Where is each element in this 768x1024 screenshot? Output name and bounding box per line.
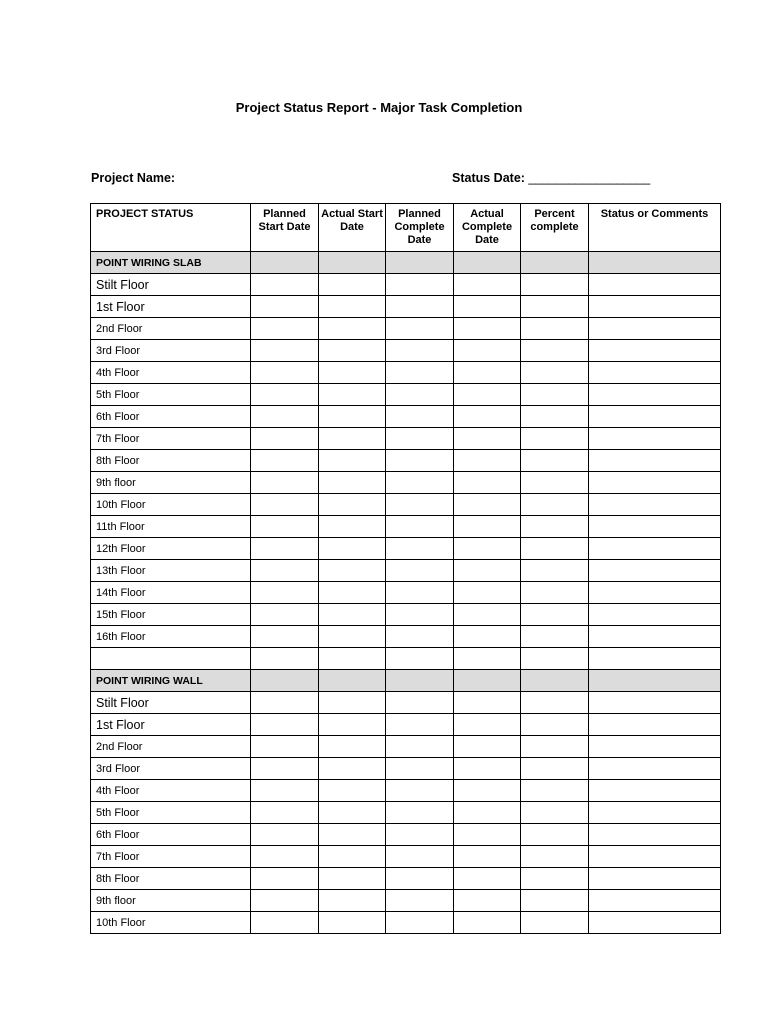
percent-complete-cell (521, 714, 589, 736)
status-comments-cell (589, 274, 721, 296)
actual-start-cell (319, 450, 386, 472)
planned-start-cell (251, 824, 319, 846)
percent-complete-cell (521, 670, 589, 692)
status-comments-cell (589, 780, 721, 802)
actual-start-cell (319, 802, 386, 824)
row-label: 8th Floor (91, 450, 251, 472)
planned-start-cell (251, 846, 319, 868)
col-header-percent-complete: Percent complete (521, 204, 589, 252)
actual-complete-cell (454, 802, 521, 824)
actual-start-cell (319, 252, 386, 274)
table-row (91, 648, 721, 670)
percent-complete-cell (521, 450, 589, 472)
actual-start-cell (319, 714, 386, 736)
table-row (91, 560, 721, 582)
status-comments-cell (589, 384, 721, 406)
row-label: 5th Floor (91, 802, 251, 824)
row-label: 7th Floor (91, 428, 251, 450)
planned-start-cell (251, 648, 319, 670)
status-comments-cell (589, 318, 721, 340)
status-comments-cell (589, 648, 721, 670)
planned-start-cell (251, 890, 319, 912)
status-comments-cell (589, 516, 721, 538)
status-comments-cell (589, 758, 721, 780)
actual-complete-cell (454, 824, 521, 846)
planned-complete-cell (386, 450, 454, 472)
planned-start-cell (251, 362, 319, 384)
actual-start-cell (319, 296, 386, 318)
status-comments-cell (589, 560, 721, 582)
actual-start-cell (319, 538, 386, 560)
planned-complete-cell (386, 912, 454, 934)
row-label: 14th Floor (91, 582, 251, 604)
status-comments-cell (589, 670, 721, 692)
status-comments-cell (589, 450, 721, 472)
percent-complete-cell (521, 868, 589, 890)
table-row (91, 428, 721, 450)
planned-start-cell (251, 450, 319, 472)
status-comments-cell (589, 912, 721, 934)
status-comments-cell (589, 494, 721, 516)
percent-complete-cell (521, 692, 589, 714)
planned-start-cell (251, 428, 319, 450)
row-label: 12th Floor (91, 538, 251, 560)
percent-complete-cell (521, 472, 589, 494)
percent-complete-cell (521, 274, 589, 296)
row-label: 13th Floor (91, 560, 251, 582)
percent-complete-cell (521, 582, 589, 604)
row-label: 3rd Floor (91, 340, 251, 362)
percent-complete-cell (521, 890, 589, 912)
actual-complete-cell (454, 296, 521, 318)
table-row (91, 494, 721, 516)
percent-complete-cell (521, 384, 589, 406)
planned-start-cell (251, 560, 319, 582)
actual-complete-cell (454, 538, 521, 560)
percent-complete-cell (521, 340, 589, 362)
table-row (91, 890, 721, 912)
row-label: 2nd Floor (91, 736, 251, 758)
actual-complete-cell (454, 472, 521, 494)
actual-start-cell (319, 890, 386, 912)
row-label: 3rd Floor (91, 758, 251, 780)
actual-complete-cell (454, 340, 521, 362)
status-comments-cell (589, 538, 721, 560)
status-comments-cell (589, 296, 721, 318)
planned-complete-cell (386, 406, 454, 428)
percent-complete-cell (521, 846, 589, 868)
status-comments-cell (589, 340, 721, 362)
actual-complete-cell (454, 868, 521, 890)
section-row (91, 670, 721, 692)
percent-complete-cell (521, 362, 589, 384)
col-header-planned-complete: Planned Complete Date (386, 204, 454, 252)
planned-start-cell (251, 340, 319, 362)
table-row (91, 340, 721, 362)
table-row (91, 780, 721, 802)
table-row (91, 296, 721, 318)
actual-start-cell (319, 274, 386, 296)
planned-complete-cell (386, 626, 454, 648)
row-label: 7th Floor (91, 846, 251, 868)
planned-complete-cell (386, 340, 454, 362)
planned-complete-cell (386, 758, 454, 780)
status-comments-cell (589, 736, 721, 758)
actual-start-cell (319, 670, 386, 692)
row-label: 6th Floor (91, 824, 251, 846)
actual-complete-cell (454, 846, 521, 868)
table-row (91, 362, 721, 384)
status-comments-cell (589, 252, 721, 274)
actual-complete-cell (454, 428, 521, 450)
status-comments-cell (589, 362, 721, 384)
actual-start-cell (319, 362, 386, 384)
section-label: POINT WIRING WALL (91, 670, 251, 692)
planned-start-cell (251, 758, 319, 780)
planned-complete-cell (386, 824, 454, 846)
status-comments-cell (589, 846, 721, 868)
actual-complete-cell (454, 494, 521, 516)
planned-start-cell (251, 802, 319, 824)
planned-start-cell (251, 296, 319, 318)
actual-start-cell (319, 516, 386, 538)
planned-start-cell (251, 670, 319, 692)
actual-complete-cell (454, 648, 521, 670)
planned-start-cell (251, 384, 319, 406)
row-label: 4th Floor (91, 362, 251, 384)
percent-complete-cell (521, 318, 589, 340)
table-row (91, 868, 721, 890)
row-label: Stilt Floor (91, 274, 251, 296)
planned-complete-cell (386, 692, 454, 714)
row-label: 9th floor (91, 472, 251, 494)
status-comments-cell (589, 802, 721, 824)
planned-start-cell (251, 736, 319, 758)
actual-start-cell (319, 428, 386, 450)
table-row (91, 516, 721, 538)
section-row (91, 252, 721, 274)
percent-complete-cell (521, 758, 589, 780)
status-date-field (452, 171, 650, 185)
actual-complete-cell (454, 362, 521, 384)
table-row (91, 318, 721, 340)
section-label: POINT WIRING SLAB (91, 252, 251, 274)
percent-complete-cell (521, 648, 589, 670)
row-label: 11th Floor (91, 516, 251, 538)
row-label (91, 648, 251, 670)
percent-complete-cell (521, 428, 589, 450)
actual-complete-cell (454, 626, 521, 648)
actual-start-cell (319, 780, 386, 802)
status-comments-cell (589, 692, 721, 714)
status-comments-cell (589, 582, 721, 604)
planned-complete-cell (386, 802, 454, 824)
status-comments-cell (589, 406, 721, 428)
table-row (91, 274, 721, 296)
actual-start-cell (319, 692, 386, 714)
status-comments-cell (589, 604, 721, 626)
planned-complete-cell (386, 714, 454, 736)
actual-complete-cell (454, 274, 521, 296)
percent-complete-cell (521, 626, 589, 648)
actual-complete-cell (454, 406, 521, 428)
planned-complete-cell (386, 274, 454, 296)
status-date-line: __________________ (528, 171, 650, 185)
table-row (91, 582, 721, 604)
planned-complete-cell (386, 582, 454, 604)
planned-complete-cell (386, 494, 454, 516)
actual-complete-cell (454, 912, 521, 934)
status-comments-cell (589, 890, 721, 912)
actual-complete-cell (454, 670, 521, 692)
actual-start-cell (319, 824, 386, 846)
table-row (91, 450, 721, 472)
actual-complete-cell (454, 582, 521, 604)
planned-start-cell (251, 538, 319, 560)
percent-complete-cell (521, 802, 589, 824)
planned-start-cell (251, 274, 319, 296)
planned-complete-cell (386, 868, 454, 890)
col-header-actual-start: Actual Start Date (319, 204, 386, 252)
row-label: 15th Floor (91, 604, 251, 626)
row-label: 6th Floor (91, 406, 251, 428)
table-row (91, 692, 721, 714)
percent-complete-cell (521, 538, 589, 560)
status-table (90, 203, 721, 934)
table-row (91, 538, 721, 560)
planned-start-cell (251, 714, 319, 736)
status-comments-cell (589, 626, 721, 648)
table-row (91, 802, 721, 824)
planned-start-cell (251, 472, 319, 494)
table-row (91, 384, 721, 406)
status-date-label: Status Date: (452, 171, 525, 185)
status-comments-cell (589, 428, 721, 450)
actual-complete-cell (454, 714, 521, 736)
percent-complete-cell (521, 560, 589, 582)
percent-complete-cell (521, 494, 589, 516)
planned-complete-cell (386, 648, 454, 670)
planned-complete-cell (386, 560, 454, 582)
row-label: 1st Floor (91, 296, 251, 318)
actual-start-cell (319, 384, 386, 406)
percent-complete-cell (521, 912, 589, 934)
actual-complete-cell (454, 692, 521, 714)
percent-complete-cell (521, 736, 589, 758)
planned-start-cell (251, 868, 319, 890)
row-label: Stilt Floor (91, 692, 251, 714)
planned-complete-cell (386, 252, 454, 274)
actual-start-cell (319, 494, 386, 516)
percent-complete-cell (521, 824, 589, 846)
table-row (91, 736, 721, 758)
row-label: 8th Floor (91, 868, 251, 890)
table-row (91, 604, 721, 626)
percent-complete-cell (521, 296, 589, 318)
row-label: 10th Floor (91, 912, 251, 934)
col-header-project-status: PROJECT STATUS (91, 204, 251, 252)
actual-complete-cell (454, 758, 521, 780)
table-row (91, 626, 721, 648)
actual-start-cell (319, 604, 386, 626)
planned-complete-cell (386, 472, 454, 494)
actual-complete-cell (454, 384, 521, 406)
actual-start-cell (319, 582, 386, 604)
table-row (91, 406, 721, 428)
col-header-actual-complete: Actual Complete Date (454, 204, 521, 252)
planned-complete-cell (386, 780, 454, 802)
percent-complete-cell (521, 604, 589, 626)
actual-start-cell (319, 340, 386, 362)
table-row (91, 714, 721, 736)
table-header-row (91, 204, 721, 252)
planned-start-cell (251, 582, 319, 604)
actual-start-cell (319, 318, 386, 340)
planned-complete-cell (386, 670, 454, 692)
actual-start-cell (319, 560, 386, 582)
actual-start-cell (319, 736, 386, 758)
project-name-label: Project Name: (91, 171, 176, 185)
table-row (91, 472, 721, 494)
actual-start-cell (319, 758, 386, 780)
actual-complete-cell (454, 736, 521, 758)
table-row (91, 912, 721, 934)
row-label: 4th Floor (91, 780, 251, 802)
planned-start-cell (251, 406, 319, 428)
actual-complete-cell (454, 252, 521, 274)
table-row (91, 846, 721, 868)
planned-start-cell (251, 252, 319, 274)
planned-start-cell (251, 912, 319, 934)
row-label: 2nd Floor (91, 318, 251, 340)
actual-complete-cell (454, 560, 521, 582)
planned-start-cell (251, 516, 319, 538)
row-label: 10th Floor (91, 494, 251, 516)
actual-complete-cell (454, 604, 521, 626)
planned-start-cell (251, 318, 319, 340)
planned-complete-cell (386, 538, 454, 560)
status-comments-cell (589, 868, 721, 890)
actual-start-cell (319, 626, 386, 648)
planned-start-cell (251, 692, 319, 714)
status-comments-cell (589, 714, 721, 736)
planned-complete-cell (386, 516, 454, 538)
col-header-status-comments: Status or Comments (589, 204, 721, 252)
actual-start-cell (319, 912, 386, 934)
row-label: 9th floor (91, 890, 251, 912)
actual-start-cell (319, 472, 386, 494)
planned-start-cell (251, 626, 319, 648)
row-label: 5th Floor (91, 384, 251, 406)
report-title: Project Status Report - Major Task Completion (235, 100, 523, 115)
percent-complete-cell (521, 516, 589, 538)
actual-start-cell (319, 406, 386, 428)
actual-complete-cell (454, 450, 521, 472)
col-header-planned-start: Planned Start Date (251, 204, 319, 252)
actual-complete-cell (454, 516, 521, 538)
planned-complete-cell (386, 736, 454, 758)
planned-complete-cell (386, 846, 454, 868)
planned-complete-cell (386, 428, 454, 450)
actual-start-cell (319, 868, 386, 890)
planned-complete-cell (386, 384, 454, 406)
planned-start-cell (251, 780, 319, 802)
planned-start-cell (251, 604, 319, 626)
table-row (91, 824, 721, 846)
row-label: 1st Floor (91, 714, 251, 736)
percent-complete-cell (521, 252, 589, 274)
row-label: 16th Floor (91, 626, 251, 648)
planned-complete-cell (386, 318, 454, 340)
actual-start-cell (319, 846, 386, 868)
planned-start-cell (251, 494, 319, 516)
percent-complete-cell (521, 780, 589, 802)
status-comments-cell (589, 824, 721, 846)
actual-complete-cell (454, 780, 521, 802)
percent-complete-cell (521, 406, 589, 428)
planned-complete-cell (386, 296, 454, 318)
status-comments-cell (589, 472, 721, 494)
actual-start-cell (319, 648, 386, 670)
table-row (91, 758, 721, 780)
planned-complete-cell (386, 890, 454, 912)
actual-complete-cell (454, 890, 521, 912)
planned-complete-cell (386, 362, 454, 384)
actual-complete-cell (454, 318, 521, 340)
planned-complete-cell (386, 604, 454, 626)
